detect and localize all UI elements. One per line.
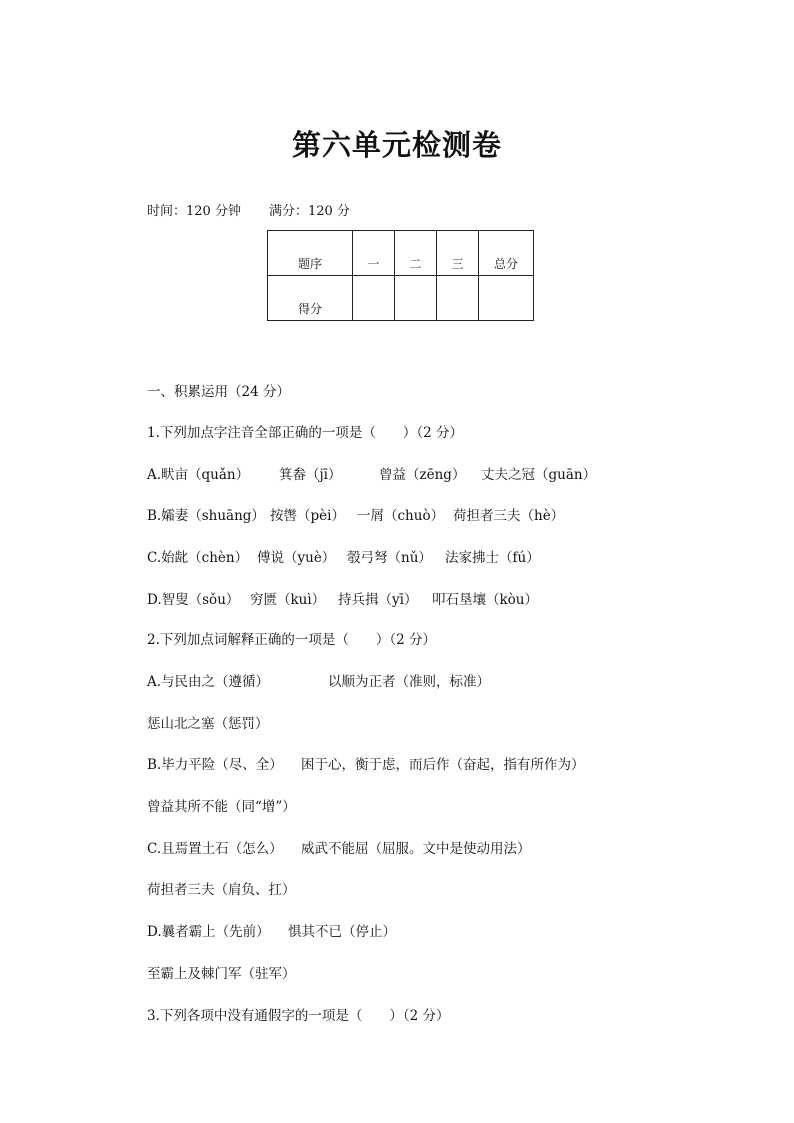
option-a-item-1: A.畎亩（quǎn）	[147, 467, 250, 483]
option-a-item-3: 曾益（zēng）	[379, 467, 466, 483]
question-2-option-d-cont: 至霸上及棘门军（驻军）	[147, 966, 296, 982]
score-row-label: 得分	[268, 276, 353, 321]
option-c-item-1: C.始龀（chèn）	[147, 550, 249, 566]
question-3-stem: 3.下列各项中没有通假字的一项是（ ）（2 分）	[147, 1008, 450, 1024]
section-heading: 一、积累运用（24 分）	[147, 384, 290, 400]
q2-option-c-item-2: 威武不能屈（屈服。文中是使动用法）	[301, 841, 531, 857]
option-c-item-4: 法家拂士（fú）	[445, 550, 540, 566]
header-cell-total: 总分	[479, 231, 534, 276]
question-2-option-d	[147, 920, 396, 940]
option-b-item-1: B.孀妻（shuāng）	[147, 508, 265, 524]
score-table-header-row	[268, 231, 534, 276]
option-d-item-1: D.智叟（sǒu）	[147, 592, 240, 608]
option-d-item-4: 叩石垦壤（kòu）	[432, 592, 539, 608]
header-cell-3: 三	[437, 231, 479, 276]
full-score: 满分：120 分	[268, 204, 350, 219]
question-2-stem: 2.下列加点词解释正确的一项是（ ）（2 分）	[147, 632, 437, 648]
option-c-item-2: 傅说（yuè）	[257, 550, 336, 566]
question-1-option-c	[147, 546, 540, 566]
q2-option-d-item-2: 惧其不已（停止）	[288, 924, 396, 940]
q2-option-c-item-1: C.且焉置土石（怎么）	[147, 841, 283, 857]
question-2-option-a	[147, 670, 490, 690]
exam-meta	[147, 200, 350, 219]
question-2-option-a-cont: 惩山北之塞（惩罚）	[147, 716, 269, 732]
q2-option-b-item-2: 困于心，衡于虑，而后作（奋起，指有所作为）	[301, 757, 585, 773]
score-cell-1[interactable]	[353, 276, 395, 321]
question-2-option-b-cont: 曾益其所不能（同“增”）	[147, 799, 296, 815]
question-2-option-b	[147, 753, 585, 773]
question-2-option-c-cont: 荷担者三夫（肩负、扛）	[147, 882, 296, 898]
time-limit: 时间：120 分钟	[147, 204, 241, 219]
question-1-stem: 1.下列加点字注音全部正确的一项是（ ）（2 分）	[147, 425, 464, 441]
q2-option-a-item-2: 以顺为正者（准则，标准）	[328, 674, 490, 690]
q2-option-a-item-1: A.与民由之（遵循）	[147, 674, 270, 690]
option-d-item-3: 持兵揖（yī）	[338, 592, 418, 608]
score-table	[267, 230, 534, 321]
score-cell-2[interactable]	[395, 276, 437, 321]
header-cell-order: 题序	[268, 231, 353, 276]
option-b-item-3: 一屑（chuò）	[357, 508, 445, 524]
option-d-item-2: 穷匮（kuì）	[250, 592, 326, 608]
option-b-item-2: 按辔（pèi）	[270, 508, 345, 524]
question-2-option-c	[147, 837, 531, 857]
question-1-option-b	[147, 504, 564, 524]
page-title: 第六单元检测卷	[291, 128, 502, 162]
q2-option-b-item-1: B.毕力平险（尽、全）	[147, 757, 283, 773]
question-1-option-d	[147, 588, 538, 608]
score-table-score-row	[268, 276, 534, 321]
option-a-item-2: 箕畚（jī）	[279, 467, 342, 483]
q2-option-d-item-1: D.曩者霸上（先前）	[147, 924, 270, 940]
option-a-item-4: 丈夫之冠（guān）	[481, 467, 597, 483]
score-cell-total[interactable]	[479, 276, 534, 321]
option-b-item-4: 荷担者三夫（hè）	[453, 508, 565, 524]
score-cell-3[interactable]	[437, 276, 479, 321]
question-1-option-a	[147, 463, 596, 483]
option-c-item-3: 彀弓弩（nǔ）	[347, 550, 432, 566]
header-cell-1: 一	[353, 231, 395, 276]
header-cell-2: 二	[395, 231, 437, 276]
